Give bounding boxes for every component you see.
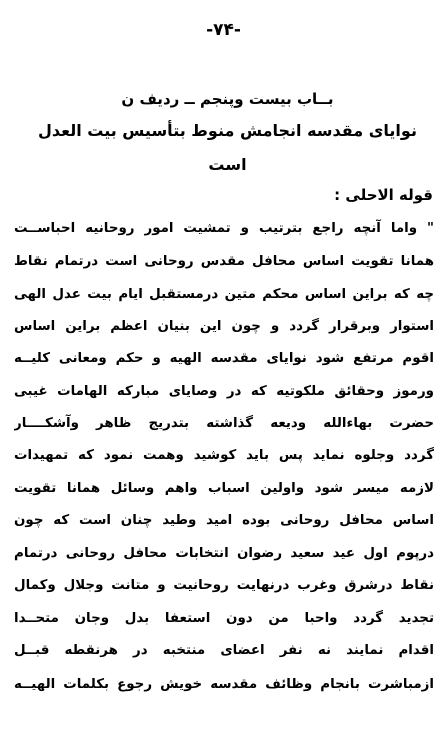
chapter-title: بــاب بيست وپنجم ــ رديف ن bbox=[121, 90, 334, 108]
body-line: اساس محافل روحانى بوده اميد وطيد چنان است كه چون bbox=[14, 513, 434, 528]
body-line: ورموز وحقائق ملكوتيه كه در وصاياى مباركه الهامات غيبى bbox=[14, 384, 434, 399]
quote-label: قوله الاحلى : bbox=[334, 186, 433, 204]
body-line: اقدام نمايند نه نفر اعضاى منتخبه در هرنقطه قبــل bbox=[14, 643, 434, 658]
body-line: ازمباشرت بانجام وظائف مقدسه خويش رجوع بكلمات الهيــه bbox=[14, 677, 434, 692]
body-line: درپوم اول عيد سعيد رضوان انتخابات محافل روحانى درتمام bbox=[14, 546, 434, 561]
body-line: گردد وجلوه نمايد پس بايد كوشيد وهمت نمود كه تمهيدات bbox=[14, 448, 434, 463]
page-number: -۷۴- bbox=[206, 20, 241, 40]
body-line: حضرت بهاءالله وديعه گذاشته بتدريج ظاهر وآشكــــار bbox=[14, 416, 434, 431]
body-line: اقوم مرتفع شود نواياى مقدسه الهيه و حكم ومعانى كليــه bbox=[14, 351, 434, 366]
body-line: لازمه ميسر شود واولين اسباب واهم وسائل همانا تقويت bbox=[14, 481, 434, 496]
body-line: استوار وبرقرار گردد و چون اين بنيان اعظم براين اساس bbox=[14, 319, 434, 334]
body-line: همانا تقويت اساس محافل مقدس روحانى است درتمام نقاط bbox=[14, 254, 434, 269]
body-line: چه كه براين اساس محكم متين درمستقبل ايام بيت عدل الهى bbox=[14, 287, 434, 302]
chapter-subtitle-line-2: است bbox=[208, 155, 247, 174]
body-line: تجديد گردد واحبا من دون استعفا بدل وجان متحــدا bbox=[14, 611, 434, 626]
chapter-subtitle-line-1: نواياى مقدسه انجامش منوط بتأسيس بيت العدل bbox=[38, 121, 417, 140]
body-line: " واما آنچه راجع بترتيب و تمشيت امور روحانيه احباســت bbox=[14, 221, 434, 236]
body-line: نقاط درشرق وغرب درنهايت روحانيت و متانت وجلال وكمال bbox=[14, 578, 434, 593]
